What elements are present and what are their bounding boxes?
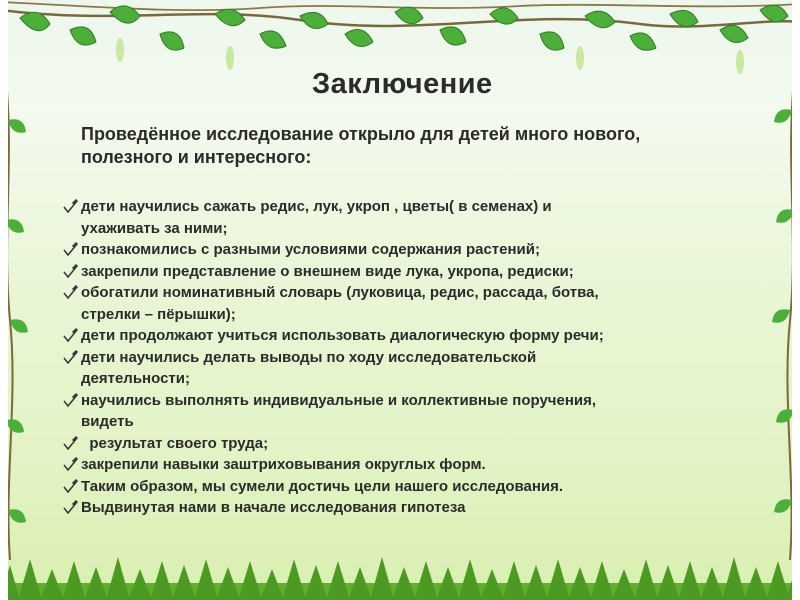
bullet-text: Таким образом, мы сумели достичь цели нашего исследования. bbox=[81, 477, 564, 495]
check-pencil-icon bbox=[62, 242, 79, 257]
check-pencil-icon bbox=[62, 457, 79, 472]
list-item bbox=[60, 454, 630, 476]
list-item bbox=[60, 497, 630, 519]
check-pencil-icon bbox=[62, 328, 79, 343]
check-pencil-icon bbox=[62, 350, 79, 365]
list-item bbox=[60, 325, 630, 347]
bullet-text: обогатили номинативный словарь (луковица, редис, рассада, ботва, стрелки – пёрышки); bbox=[81, 284, 599, 323]
check-pencil-icon bbox=[62, 436, 79, 451]
bullet-text: дети научились сажать редис, лук, укроп , цветы( в семенах) и ухаживать за ними; bbox=[81, 198, 552, 237]
bullet-text: дети продолжают учиться использовать диалогическую форму речи; bbox=[81, 327, 604, 344]
list-item bbox=[60, 282, 630, 325]
list-item bbox=[60, 476, 630, 498]
check-pencil-icon bbox=[62, 479, 79, 494]
bullet-text: познакомились с разными условиями содержания растений; bbox=[81, 241, 540, 258]
list-item bbox=[60, 347, 630, 390]
list-item bbox=[60, 390, 630, 433]
list-item bbox=[60, 196, 630, 239]
bullet-text: научились выполнять индивидуальные и коллективные поручения, видеть bbox=[81, 391, 597, 430]
list-item bbox=[60, 261, 630, 283]
check-pencil-icon bbox=[62, 285, 79, 300]
check-pencil-icon bbox=[62, 500, 79, 515]
slide-title: Заключение bbox=[312, 68, 493, 100]
bullet-text: Выдвинутая нами в начале исследования гипотеза bbox=[81, 499, 466, 516]
bullet-text: дети научились делать выводы по ходу исследовательской деятельности; bbox=[81, 348, 537, 387]
intro-text: Проведённое исследование открыло для детей много нового, полезного и интересного: bbox=[81, 124, 641, 167]
bullet-text: закрепили навыки заштриховывания округлых форм. bbox=[81, 456, 486, 473]
list-item bbox=[60, 239, 630, 261]
list-item bbox=[60, 433, 630, 455]
check-pencil-icon bbox=[62, 264, 79, 279]
check-pencil-icon bbox=[62, 199, 79, 214]
check-pencil-icon bbox=[62, 393, 79, 408]
bullet-text: результат своего труда; bbox=[81, 434, 269, 452]
bullet-list bbox=[60, 196, 630, 519]
bullet-text: закрепили представление о внешнем виде лука, укропа, редиски; bbox=[81, 262, 574, 280]
